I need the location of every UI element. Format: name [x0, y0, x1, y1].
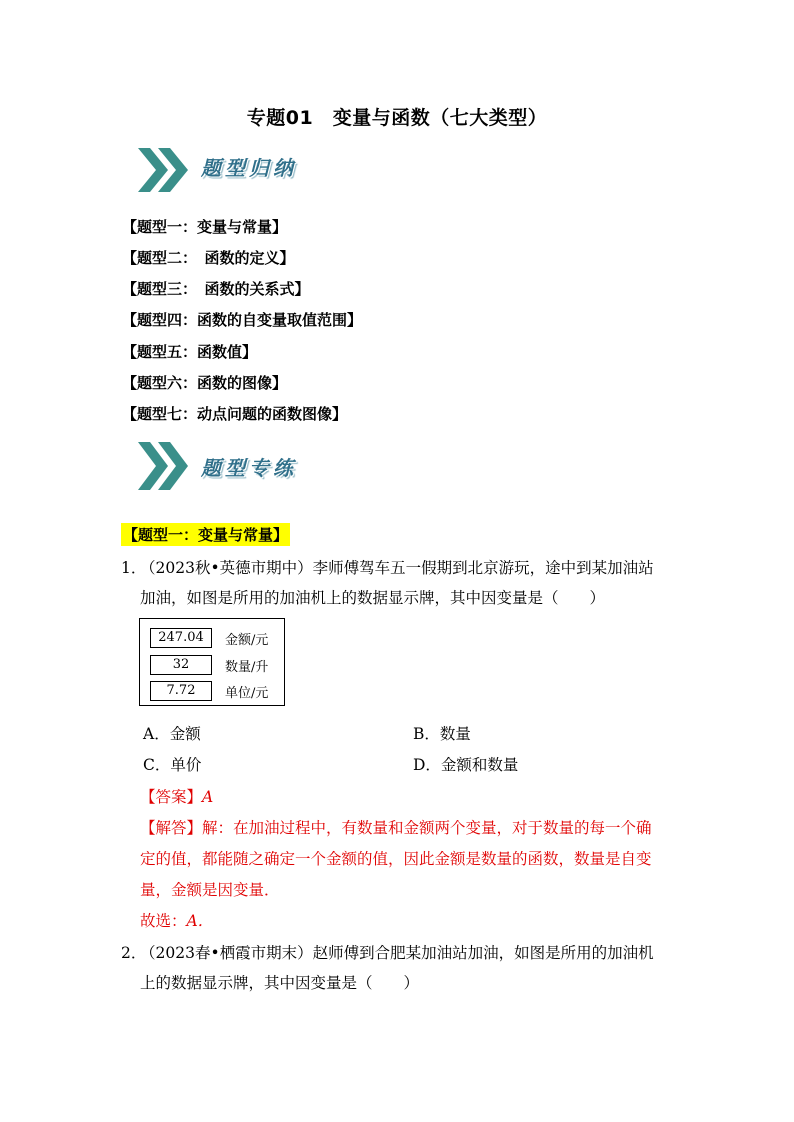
question-text: 上的数据显示牌，其中因变量是（ ）	[140, 974, 420, 992]
choice-value: A．	[186, 912, 214, 930]
double-chevron-icon	[136, 438, 196, 494]
question-text: （2023春•栖霞市期末）赵师傅到合肥某加油站加油，如图是所用的加油机	[140, 944, 654, 962]
option-d[interactable]: D．金额和数量	[413, 756, 519, 774]
display-value: 247.04	[150, 628, 212, 648]
section-banner-summary	[136, 144, 326, 200]
question-text: 加油，如图是所用的加油机上的数据显示牌，其中因变量是（ ）	[140, 589, 606, 607]
explanation-label: 【解答】	[140, 819, 203, 837]
explanation-line	[140, 816, 652, 838]
toc-item[interactable]: 【题型三： 函数的关系式】	[122, 280, 310, 298]
question-text: （2023秋•英德市期中）李师傅驾车五一假期到北京游玩，途中到某加油站	[140, 559, 654, 577]
toc-item[interactable]: 【题型四：函数的自变量取值范围】	[122, 311, 363, 329]
choice-line	[140, 909, 213, 931]
toc-item[interactable]: 【题型五：函数值】	[122, 343, 258, 361]
display-label: 数量/升	[225, 660, 269, 675]
section-banner-practice	[136, 438, 326, 494]
question-number: 1．	[121, 559, 147, 577]
toc-item[interactable]: 【题型七：动点问题的函数图像】	[122, 405, 348, 423]
explanation-text: 解：在加油过程中，有数量和金额两个变量，对于数量的每一个确	[202, 819, 652, 837]
option-c[interactable]: C．单价	[143, 756, 202, 774]
option-a[interactable]: A．金额	[143, 725, 201, 743]
display-label: 单位/元	[225, 686, 269, 701]
answer-value: A	[202, 788, 214, 806]
toc-item[interactable]: 【题型一：变量与常量】	[122, 218, 288, 236]
explanation-line: 定的值，都能随之确定一个金额的值，因此金额是数量的函数，数量是自变	[140, 850, 652, 868]
display-value: 32	[150, 655, 212, 675]
section-heading: 【题型一：变量与常量】	[121, 523, 290, 546]
banner-title: 题型归纳	[201, 156, 297, 180]
toc-item[interactable]: 【题型六：函数的图像】	[122, 374, 288, 392]
fuel-display-board	[139, 618, 285, 706]
display-value: 7.72	[150, 681, 212, 701]
display-label: 金额/元	[225, 633, 269, 648]
answer	[140, 785, 213, 807]
answer-label: 【答案】	[140, 788, 203, 806]
double-chevron-icon	[136, 144, 196, 196]
page-title: 专题01 变量与函数（七大类型）	[246, 107, 548, 129]
explanation-line: 量，金额是因变量．	[140, 881, 280, 899]
banner-title: 题型专练	[201, 456, 297, 480]
toc-item[interactable]: 【题型二： 函数的定义】	[122, 249, 295, 267]
choice-label: 故选：	[140, 912, 187, 930]
option-b[interactable]: B．数量	[413, 725, 471, 743]
question-number: 2．	[121, 944, 147, 962]
